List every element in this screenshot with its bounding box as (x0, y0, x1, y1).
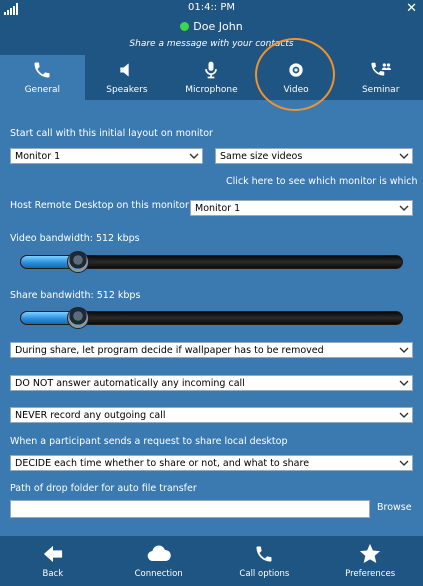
user-name: Doe John (193, 20, 243, 33)
online-status-icon (180, 22, 189, 31)
microphone-icon (169, 59, 254, 81)
bottom-nav (0, 536, 423, 586)
share-bandwidth-label: Share bandwidth: 512 kbps (10, 290, 141, 301)
share-bandwidth-slider[interactable] (20, 311, 403, 325)
tab-label: Speakers (106, 85, 148, 95)
webcam-icon (254, 59, 339, 81)
monitor-select[interactable] (10, 148, 203, 164)
layout-select[interactable] (215, 148, 413, 164)
remote-desktop-label: Host Remote Desktop on this monitor (10, 200, 189, 211)
group-call-icon (338, 59, 423, 81)
tab-label: Seminar (361, 85, 400, 95)
chevron-down-icon (399, 409, 409, 421)
initial-layout-label: Start call with this initial layout on monitor (10, 128, 213, 139)
tab-speakers[interactable] (85, 55, 170, 100)
drop-folder-input[interactable] (10, 500, 370, 518)
slider-handle[interactable] (67, 307, 89, 329)
nav-label: Preferences (345, 569, 396, 579)
auto-answer-select-value: DO NOT answer automatically any incoming call (15, 378, 245, 389)
speaker-icon (85, 59, 170, 81)
tab-seminar[interactable] (338, 55, 423, 100)
share-request-label: When a participant sends a request to share local desktop (10, 436, 288, 447)
tab-video[interactable] (254, 55, 339, 100)
top-bar (0, 0, 423, 55)
phone-icon (212, 542, 318, 566)
clock: 01:4:: PM (187, 2, 236, 13)
phone-icon (0, 59, 85, 81)
wallpaper-select[interactable] (10, 342, 413, 358)
tab-general[interactable] (0, 55, 85, 100)
chevron-down-icon (189, 150, 199, 162)
share-message-field[interactable]: Share a message with your contacts (129, 39, 294, 49)
chevron-down-icon (399, 202, 409, 214)
browse-button[interactable]: Browse (377, 502, 412, 513)
connection-button[interactable] (106, 536, 212, 586)
tab-microphone[interactable] (169, 55, 254, 100)
back-button[interactable] (0, 536, 106, 586)
chevron-down-icon (399, 457, 409, 469)
layout-select-value: Same size videos (220, 151, 303, 162)
close-icon[interactable]: ✕ (406, 1, 417, 16)
tab-label: Microphone (185, 85, 238, 95)
nav-label: Back (42, 569, 64, 579)
tab-label: General (24, 85, 61, 95)
cloud-icon (106, 542, 212, 566)
remote-desktop-select-value: Monitor 1 (195, 203, 241, 214)
which-monitor-link[interactable]: Click here to see which monitor is which (226, 176, 418, 187)
user-status[interactable] (0, 20, 423, 33)
drop-folder-label: Path of drop folder for auto file transfer (10, 483, 197, 494)
remote-desktop-select[interactable] (190, 200, 413, 216)
settings-tabs (0, 55, 423, 100)
chevron-down-icon (399, 377, 409, 389)
share-request-select[interactable] (10, 455, 413, 471)
chevron-down-icon (399, 150, 409, 162)
auto-answer-select[interactable] (10, 375, 413, 391)
star-icon (317, 542, 423, 566)
share-request-select-value: DECIDE each time whether to share or not, and what to share (15, 458, 310, 469)
nav-label: Call options (239, 569, 290, 579)
record-call-select[interactable] (10, 407, 413, 423)
tab-label: Video (283, 85, 309, 95)
video-bandwidth-slider[interactable] (20, 255, 403, 269)
slider-handle[interactable] (67, 251, 89, 273)
monitor-select-value: Monitor 1 (15, 151, 61, 162)
video-bandwidth-label: Video bandwidth: 512 kbps (10, 233, 140, 244)
preferences-button[interactable] (317, 536, 423, 586)
call-options-button[interactable] (212, 536, 318, 586)
wallpaper-select-value: During share, let program decide if wallpaper has to be removed (15, 345, 324, 356)
record-call-select-value: NEVER record any outgoing call (15, 410, 166, 421)
nav-label: Connection (134, 569, 183, 579)
back-arrow-icon (0, 542, 106, 566)
chevron-down-icon (399, 344, 409, 356)
